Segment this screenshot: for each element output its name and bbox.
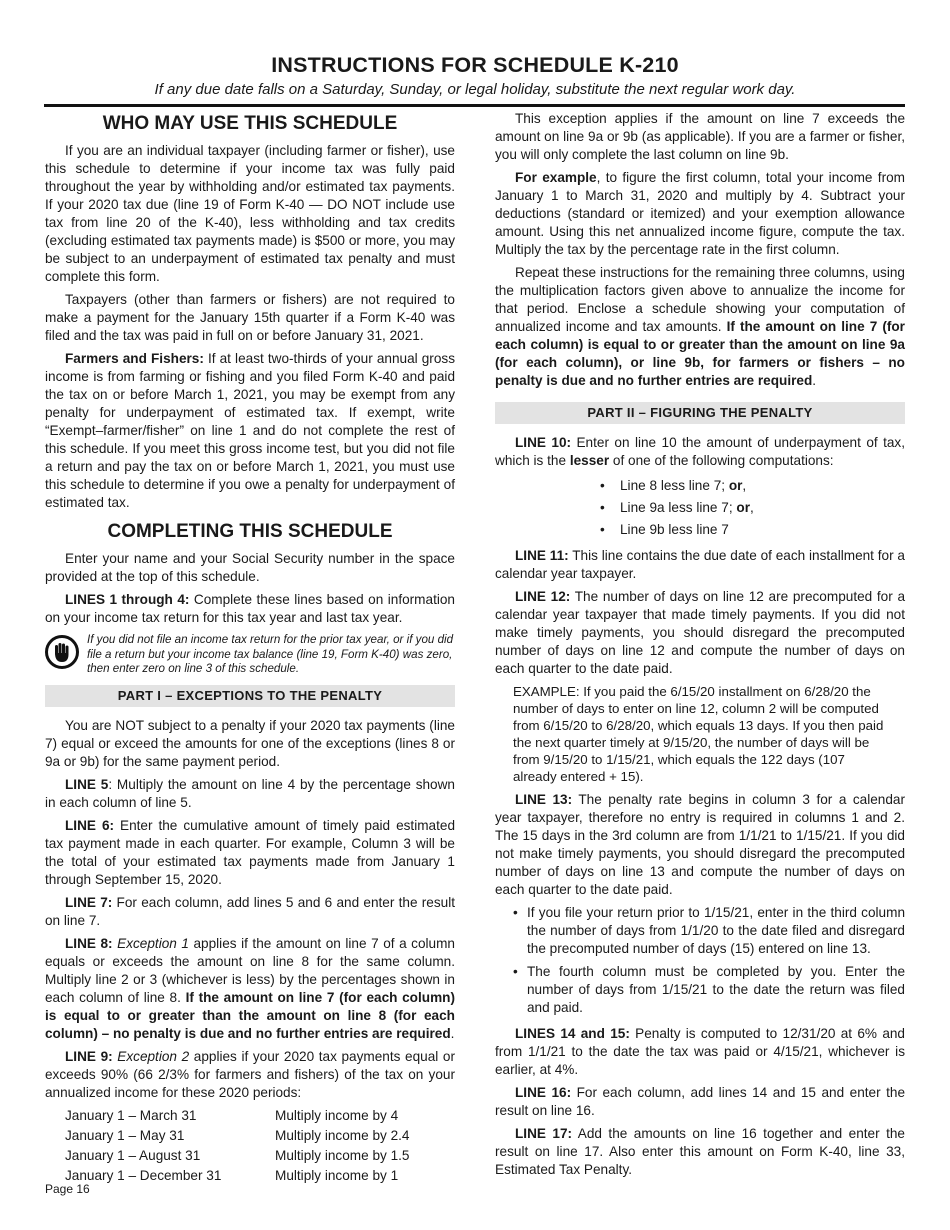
who-paragraph-2: Taxpayers (other than farmers or fishers) are not required to make a payment for the January 15th quarter if a Form K-40 was filed and the tax was paid in full on or before January 31, 2021.	[45, 292, 455, 343]
lines-1-4-text: Complete these lines based on information on your income tax return for this tax year and last tax year.	[45, 592, 455, 625]
line-8-bold: If the amount on line 7 (for each column) is equal to or greater than the amount on line 8 (for each column) – no penalty is due and no further entries are required	[45, 989, 455, 1041]
farmers-paragraph	[45, 350, 455, 512]
line-7-paragraph	[45, 894, 455, 930]
factor-cell: Multiply income by 2.4	[275, 1127, 410, 1143]
line-8-paragraph	[45, 935, 455, 1043]
line-6-lead: LINE 6:	[65, 817, 115, 833]
line-17-paragraph	[495, 1125, 905, 1179]
line-12-lead: LINE 12:	[515, 589, 571, 604]
line-5-lead: LINE 5	[65, 776, 109, 792]
line-12-paragraph	[495, 588, 905, 678]
computation-text: Line 9b less line 7	[620, 522, 729, 537]
lines-14-15-lead: LINES 14 and 15:	[515, 1026, 630, 1041]
list-item: • If you file your return prior to 1/15/21, enter in the third column the number of days from 1/1/20 to the date filed and disregard the precomputed number of days (15) entered on line 13.	[513, 904, 905, 958]
table-row	[65, 1147, 409, 1167]
farmers-lead: Farmers and Fishers:	[65, 351, 204, 366]
for-example-text: , to figure the first column, total your income from January 1 to March 31, 2020 and multiply by 4. Subtract your deductions (standard or itemized) and your exemption allowance amount. Using this net annualized income figure, compute the tax. Multiply the tax by the percentage rate in the first column.	[495, 170, 905, 257]
computation-end: ,	[742, 478, 747, 493]
line-8-exception: Exception 1	[117, 935, 189, 951]
line-16-lead: LINE 16:	[515, 1085, 572, 1100]
for-example-paragraph	[495, 169, 905, 259]
line-11-paragraph	[495, 547, 905, 583]
line-17-text: Add the amounts on line 16 together and enter the result on line 17. Also enter this amount on Form K-40, line 33, Estimated Tax Penalty.	[495, 1126, 905, 1177]
factor-cell: Multiply income by 1.5	[275, 1147, 410, 1163]
line-13-paragraph	[495, 791, 905, 899]
line-8-end: .	[450, 1025, 455, 1041]
line-13-text: The penalty rate begins in column 3 for a calendar year taxpayer, therefore no entry is required in columns 1 and 2. The 15 days in the 3rd column are from 1/1/21 to 1/15/21. If you did not make timely payments, you should disregard the precomputed number of days on line 13 and compute the number of days on each quarter to the date paid.	[495, 792, 906, 897]
list-item	[600, 519, 905, 541]
line-16-text: For each column, add lines 14 and 15 and enter the result on line 16.	[495, 1085, 906, 1118]
header-rule	[44, 104, 905, 107]
period-cell: January 1 – March 31	[65, 1107, 197, 1123]
line-7-lead: LINE 7:	[65, 894, 113, 910]
computation-end: ,	[749, 500, 754, 515]
list-item	[600, 497, 905, 519]
period-cell: January 1 – May 31	[65, 1127, 185, 1143]
line-8-lead: LINE 8:	[65, 935, 113, 951]
for-example-lead: For example	[515, 170, 597, 185]
part-2-bar: PART II – FIGURING THE PENALTY	[495, 402, 905, 424]
lines-14-15-text: Penalty is computed to 12/31/20 at 6% and from 1/1/21 to the date the tax was paid or 4/15/21, whichever is earlier, at 4%.	[495, 1026, 905, 1077]
right-column	[495, 110, 905, 1184]
line-6-paragraph	[45, 817, 455, 889]
example-box: EXAMPLE: If you paid the 6/15/20 installment on 6/28/20 the number of days to enter on line 12, column 2 will be computed from 6/15/20 to 6/28/20, which equals 13 days. If you then paid the next quarter timely at 9/15/20, the number of days will be from 9/15/20 to 1/15/21, which equals the 122 days (107 already entered + 15).	[513, 684, 884, 784]
line-6-text: Enter the cumulative amount of timely paid estimated tax payment made in each quarter. For example, Column 3 will be the total of your estimated tax payments made from January 1 through September 15, 2020.	[45, 817, 456, 887]
heading-completing: COMPLETING THIS SCHEDULE	[107, 521, 393, 542]
computations-list	[600, 475, 905, 541]
repeat-text: Repeat these instructions for the remaining three columns, using the multiplication factors given above to annualize the income for that period. Enclose a schedule showing your computation of annualized income and tax amounts.	[495, 265, 905, 334]
period-cell: January 1 – August 31	[65, 1147, 201, 1163]
line-10-lesser: lesser	[569, 453, 610, 468]
stop-note-text: If you did not file an income tax return for the prior tax year, or if you did file a return but your income tax balance (line 19, Form K-40) was zero, then enter zero on line 3 of this schedule.	[87, 633, 454, 675]
line-13-lead: LINE 13:	[515, 792, 573, 807]
computation-text: Line 9a less line 7;	[620, 500, 737, 515]
who-paragraph-1: If you are an individual taxpayer (including farmer or fisher), use this schedule to determine if your income tax was fully paid throughout the year by withholding and/or estimated tax payments. If your 2020 tax due (line 19 of Form K-40 — DO NOT include use tax from line 20 of the K-40), less withholding and tax credits (excluding estimated tax payments made) is $500 or more, you may be subject to an underpayment of estimated tax penalty and must complete this form.	[45, 143, 455, 284]
farmers-text: If at least two-thirds of your annual gross income is from farming or fishing and you filed Form K-40 and paid the tax on or before March 1, 2021, you may be exempt from any penalty for underpayment of estimated tax. If exempt, write “Exempt–farmer/fisher” on line 1 and do not complete the rest of this schedule. If you meet this gross income test, but you did not file a return and pay the tax on or before March 1, 2021, you must use this schedule to determine if you owe a penalty for underpayment of estimated tax.	[45, 351, 455, 510]
line-9-exception: Exception 2	[117, 1048, 190, 1064]
line-5-text: : Multiply the amount on line 4 by the percentage shown in each column of line 5.	[45, 776, 455, 810]
line-17-lead: LINE 17:	[515, 1126, 573, 1141]
line-12-text: The number of days on line 12 are precomputed for a calendar year taxpayer that made timely payments. If you did not make timely payments, you should disregard the precomputed number of days on line 12 and compute the number of days on each quarter to the date paid.	[495, 589, 906, 676]
line-10-text-2: of one of the following computations:	[609, 453, 834, 468]
page-title: INSTRUCTIONS FOR SCHEDULE K-210	[271, 53, 679, 77]
list-item: • The fourth column must be completed by you. Enter the number of days from 1/15/21 to the date the return was filed and paid.	[513, 963, 905, 1017]
line-10-text: Enter on line 10 the amount of underpayment of tax, which is the	[495, 435, 905, 468]
line-16-paragraph	[495, 1084, 905, 1120]
list-item	[600, 475, 905, 497]
line-7-text: For each column, add lines 5 and 6 and enter the result on line 7.	[45, 894, 456, 928]
exception-paragraph: This exception applies if the amount on line 7 exceeds the amount on line 9a or 9b (as applicable). If you are a farmer or fisher, you will only complete the last column on line 9b.	[495, 111, 905, 162]
stop-note	[45, 633, 455, 677]
computation-or: or	[736, 500, 750, 515]
part-1-paragraph: You are NOT subject to a penalty if your 2020 tax payments (line 7) equal or exceed the amounts for one of the exceptions (lines 8 or 9a or 9b) for the same payment period.	[45, 717, 455, 769]
line-9-lead: LINE 9:	[65, 1048, 113, 1064]
line-9-text: applies if your 2020 tax payments equal or exceeds 90% (66 2/3% for farmers and fishers) of the tax on your annualized income for these 2020 periods:	[45, 1048, 455, 1100]
line-11-lead: LINE 11:	[515, 548, 569, 563]
page-header	[0, 52, 950, 100]
table-row	[65, 1127, 409, 1147]
table-row	[65, 1167, 409, 1187]
table-row	[65, 1107, 409, 1127]
lines-1-4-lead: LINES 1 through 4:	[65, 592, 190, 607]
period-cell: January 1 – December 31	[65, 1167, 222, 1183]
line-11-text: This line contains the due date of each installment for a calendar year taxpayer.	[495, 548, 905, 581]
factor-cell: Multiply income by 1	[275, 1167, 399, 1183]
computation-or: or	[728, 478, 743, 493]
page-number: Page 16	[45, 1182, 90, 1196]
computation-text: Line 8 less line 7;	[620, 478, 729, 493]
factor-cell: Multiply income by 4	[275, 1107, 399, 1123]
stop-hand-icon	[45, 635, 79, 669]
repeat-end: .	[812, 373, 817, 388]
repeat-paragraph	[495, 264, 905, 390]
line-5-paragraph	[45, 776, 455, 812]
line-13-bullets	[513, 904, 905, 1017]
lines-1-4-paragraph	[45, 591, 455, 627]
periods-table	[65, 1107, 409, 1187]
completing-paragraph: Enter your name and your Social Security number in the space provided at the top of this schedule.	[45, 551, 455, 584]
lines-14-15-paragraph	[495, 1025, 905, 1079]
part-1-bar: PART I – EXCEPTIONS TO THE PENALTY	[45, 685, 455, 707]
line-10-lead: LINE 10:	[515, 435, 572, 450]
line-8-text: applies if the amount on line 7 of a column equals or exceeds the amount on line 8 for the same column. Multiply line 2 or 3 (whichever is less) by the percentages shown in each column of line 8.	[45, 935, 455, 1005]
left-column	[45, 110, 455, 1187]
repeat-bold: If the amount on line 7 (for each column) is equal to or greater than the amount on line 9a (for each column), or line 9b, for farmers or fishers – no penalty is due and no further entries are required	[495, 319, 905, 388]
line-9-paragraph	[45, 1048, 455, 1102]
page-subtitle: If any due date falls on a Saturday, Sunday, or legal holiday, substitute the next regular work day.	[154, 81, 796, 98]
heading-who-may-use: WHO MAY USE THIS SCHEDULE	[102, 113, 398, 134]
line-10-paragraph	[495, 434, 905, 470]
